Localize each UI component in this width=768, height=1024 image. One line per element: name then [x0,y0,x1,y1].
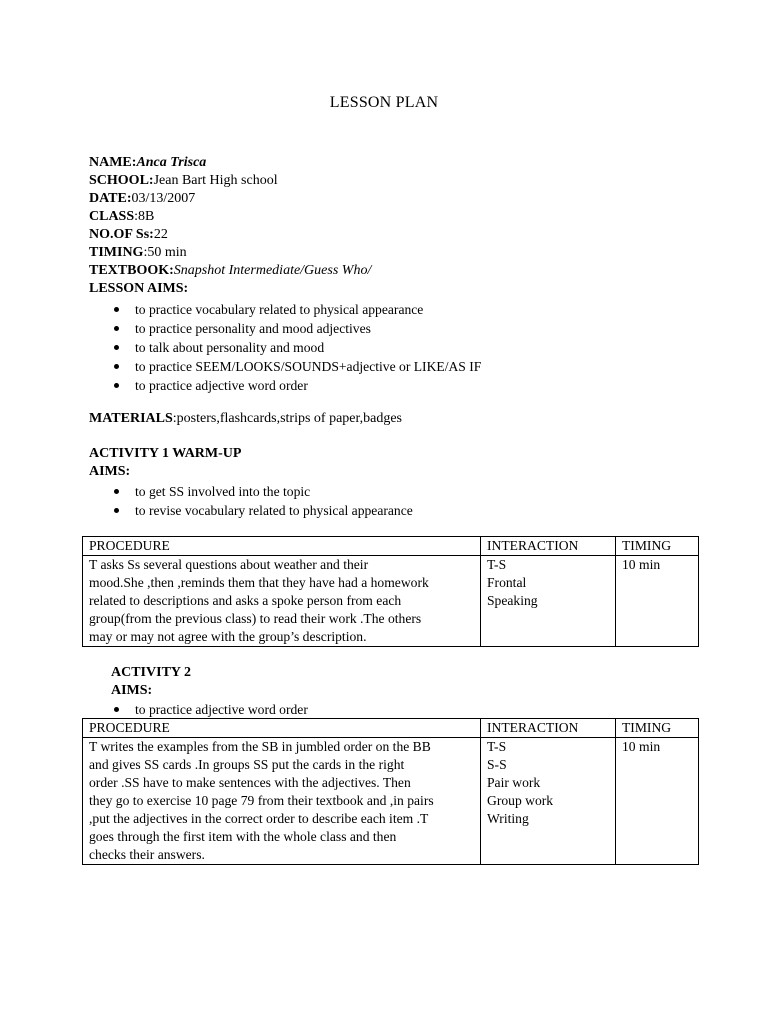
interaction-line: S-S [487,757,507,772]
interaction-line: T-S [487,557,507,572]
procedure-line: checks their answers. [89,847,205,862]
activity-1-table [82,536,699,647]
name-row [89,154,729,172]
procedure-line: group(from the previous class) to read their work .The others [89,611,422,626]
page-title: LESSON PLAN [329,94,439,111]
activity-2-aims-list [89,700,689,719]
list-item: to practice vocabulary related to physical appearance [89,300,729,319]
list-item: to practice adjective word order [89,700,689,719]
timing-value: 10 min [622,739,661,754]
class-label: CLASS [89,209,135,224]
students-label: NO.OF Ss: [89,227,154,242]
class-value: :8B [134,209,155,224]
procedure-line: they go to exercise 10 page 79 from their textbook and ,in pairs [89,793,434,808]
school-row [89,172,729,190]
interaction-cell [481,556,616,647]
activity-2-title: ACTIVITY 2 [111,665,191,680]
list-item: to practice personality and mood adjectives [89,319,729,338]
class-row [89,208,729,226]
procedure-line: T asks Ss several questions about weather and their [89,557,369,572]
textbook-label: TEXTBOOK: [89,263,174,278]
list-item: to get SS involved into the topic [89,482,729,501]
procedure-line: and gives SS cards .In groups SS put the cards in the right [89,757,405,772]
activity-2-aims-label: AIMS: [111,683,153,698]
interaction-line: Group work [487,793,554,808]
date-value: 03/13/2007 [131,191,196,206]
procedure-line: ,put the adjectives in the correct order to describe each item .T [89,811,429,826]
procedure-cell [83,556,481,647]
list-item: to practice adjective word order [89,376,729,395]
name-label: NAME: [89,155,137,170]
procedure-line: may or may not agree with the group’s description. [89,629,367,644]
timing-label: TIMING [89,245,144,260]
timing-value: 10 min [622,557,661,572]
school-value: Jean Bart High school [153,173,278,188]
timing-cell [616,738,699,865]
list-item: to practice SEEM/LOOKS/SOUNDS+adjective or LIKE/AS IF [89,357,729,376]
procedure-line: order .SS have to make sentences with the adjectives. Then [89,775,411,790]
interaction-line: T-S [487,739,507,754]
lesson-aims-label: LESSON AIMS: [89,281,189,296]
students-value: 22 [153,227,168,242]
interaction-cell [481,738,616,865]
lesson-info [89,154,729,395]
materials-value: :posters,flashcards,strips of paper,badges [172,411,402,426]
table-row [83,738,699,865]
date-label: DATE: [89,191,132,206]
textbook-row [89,262,729,280]
interaction-line: Pair work [487,775,541,790]
activity-1 [89,445,729,520]
activity-1-aims-list [89,482,729,520]
date-row [89,190,729,208]
lesson-aims-list [89,300,729,395]
procedure-cell [83,738,481,865]
interaction-header: INTERACTION [481,537,616,556]
materials-row [89,410,402,428]
interaction-line: Frontal [487,575,527,590]
list-item: to revise vocabulary related to physical appearance [89,501,729,520]
activity-2 [111,664,711,700]
procedure-header: PROCEDURE [83,537,481,556]
procedure-line: T writes the examples from the SB in jumbled order on the BB [89,739,431,754]
timing-row [89,244,729,262]
procedure-line: mood.She ,then ,reminds them that they have had a homework [89,575,429,590]
students-row [89,226,729,244]
procedure-line: goes through the first item with the whole class and then [89,829,397,844]
name-value: Anca Trisca [136,155,207,170]
materials-label: MATERIALS [89,411,173,426]
table-row [83,556,699,647]
table-header-row [83,537,699,556]
lesson-aims-row [89,280,729,298]
procedure-line: related to descriptions and asks a spoke person from each [89,593,402,608]
activity-1-title: ACTIVITY 1 WARM-UP [89,446,242,461]
textbook-value: Snapshot Intermediate/Guess Who/ [173,263,372,278]
interaction-line: Writing [487,811,529,826]
timing-cell [616,556,699,647]
activity-1-aims-label: AIMS: [89,464,131,479]
timing-value: :50 min [143,245,187,260]
activity-2-table [82,718,699,865]
timing-header: TIMING [616,537,699,556]
interaction-line: Speaking [487,593,538,608]
interaction-header: INTERACTION [481,719,616,738]
procedure-header: PROCEDURE [83,719,481,738]
table-header-row [83,719,699,738]
timing-header: TIMING [616,719,699,738]
list-item: to talk about personality and mood [89,338,729,357]
school-label: SCHOOL: [89,173,154,188]
